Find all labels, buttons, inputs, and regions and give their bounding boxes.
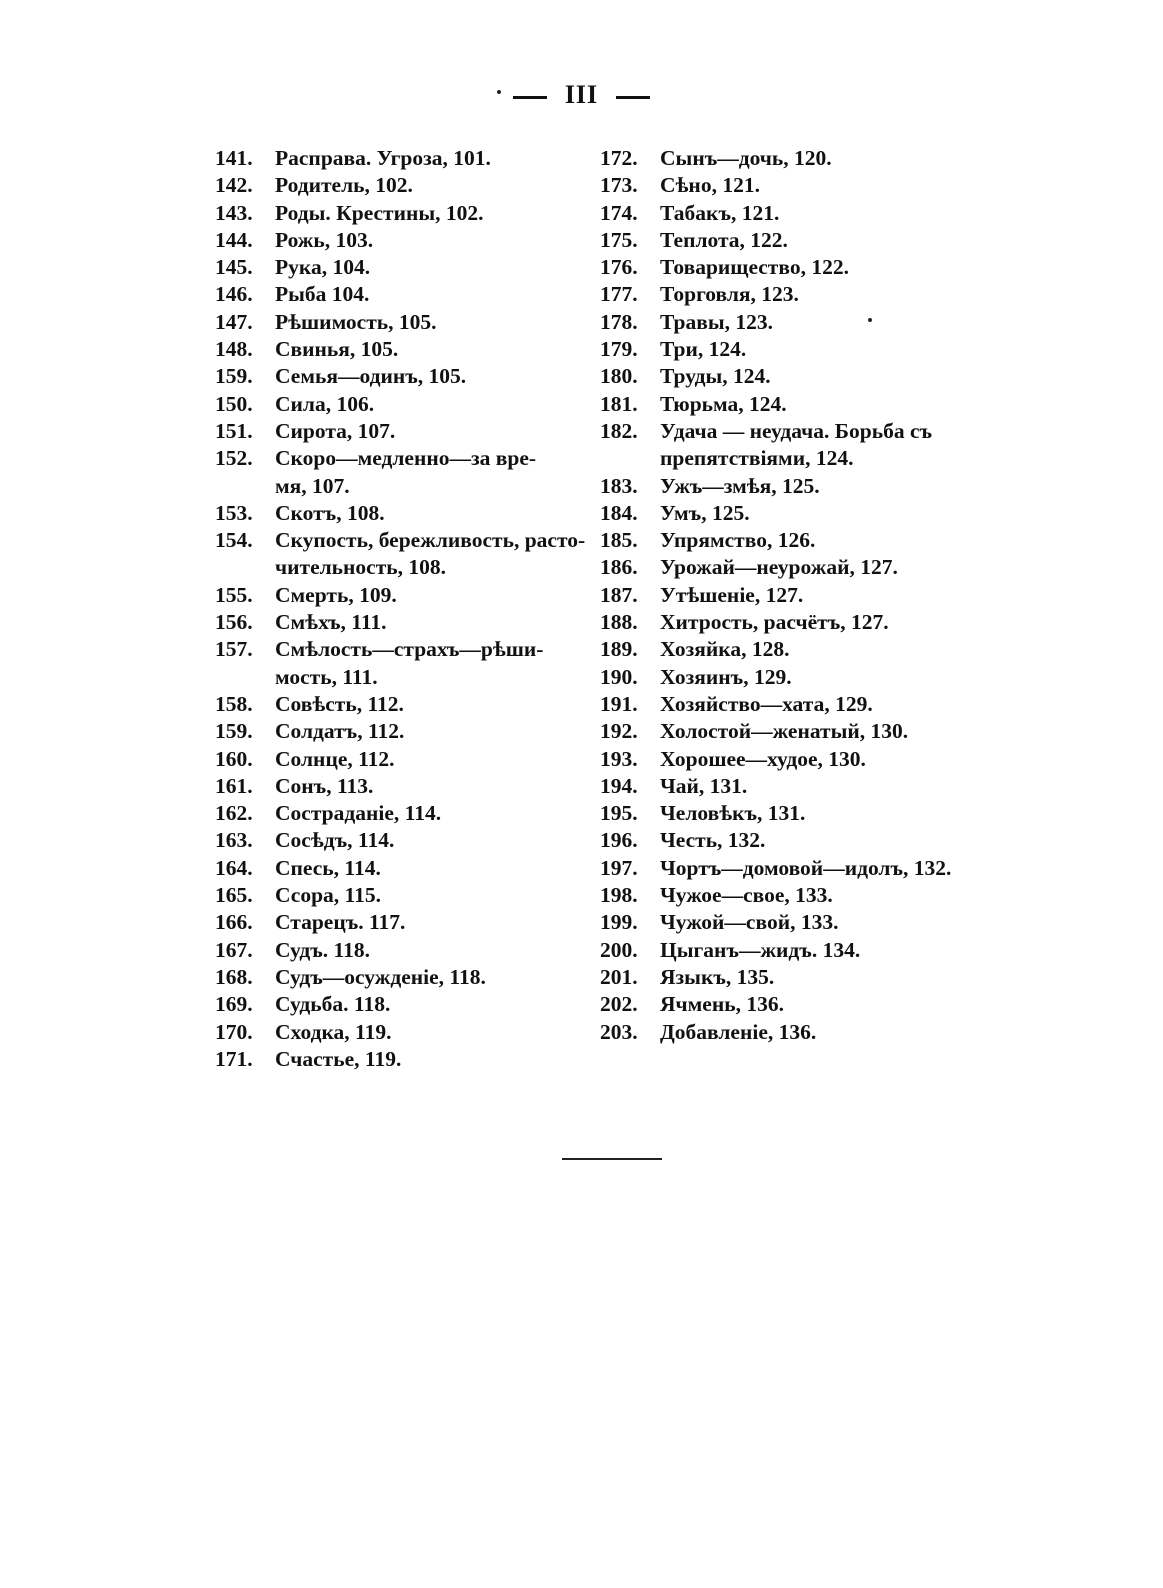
entry-number: 176. (600, 255, 638, 280)
index-entry (600, 336, 1000, 363)
index-entry (215, 964, 595, 991)
entry-number: 153. (215, 500, 253, 525)
index-entry (215, 827, 595, 854)
entry-number: 188. (600, 610, 638, 635)
index-entry (600, 500, 1000, 527)
index-entry (215, 418, 595, 445)
entry-text: Солдатъ, 112. (275, 719, 405, 744)
entry-number: 155. (215, 582, 253, 607)
index-entry (215, 636, 595, 663)
entry-number: 171. (215, 1046, 253, 1071)
entry-number: 166. (215, 910, 253, 935)
index-entry (215, 909, 595, 936)
entry-text: Хозяинъ, 129. (660, 664, 792, 689)
page-header (0, 80, 1163, 110)
index-entry (600, 718, 1000, 745)
entry-text: Судъ. 118. (275, 937, 370, 962)
entry-text: Чужое—свое, 133. (660, 883, 833, 908)
entry-number: 143. (215, 200, 253, 225)
entry-text: Холостой—женатый, 130. (660, 719, 909, 744)
index-entry (215, 527, 595, 554)
entry-text: Солнце, 112. (275, 746, 395, 771)
index-entry (600, 855, 1000, 882)
index-entry (215, 445, 595, 472)
index-entry (215, 200, 595, 227)
index-entry (215, 1046, 595, 1073)
index-entry (215, 363, 595, 390)
index-entry (215, 281, 595, 308)
entry-number: 163. (215, 828, 253, 853)
index-entry (215, 991, 595, 1018)
index-entry (600, 827, 1000, 854)
index-entry (600, 773, 1000, 800)
entry-text: препятствіями, 124. (660, 446, 854, 471)
index-entry (600, 636, 1000, 663)
entry-number: 187. (600, 582, 638, 607)
entry-text: Ужъ—змѣя, 125. (660, 473, 820, 498)
entry-number: 201. (600, 964, 638, 989)
entry-number: 178. (600, 309, 638, 334)
index-entry (215, 473, 595, 500)
entry-number: 145. (215, 255, 253, 280)
index-entry (600, 691, 1000, 718)
index-entry (600, 609, 1000, 636)
entry-text: мя, 107. (275, 473, 350, 498)
entry-text: Совѣсть, 112. (275, 691, 404, 716)
index-entry (215, 500, 595, 527)
entry-text: Роды. Крестины, 102. (275, 200, 484, 225)
entry-number (215, 473, 275, 500)
entry-text: Состраданіе, 114. (275, 801, 442, 826)
index-entry (215, 1019, 595, 1046)
index-entry (600, 227, 1000, 254)
index-entry (215, 172, 595, 199)
entry-text: Смѣлость—страхъ—рѣши- (275, 637, 544, 662)
entry-text: Семья—одинъ, 105. (275, 364, 467, 389)
entry-text: Счастье, 119. (275, 1046, 402, 1071)
index-entry (215, 554, 595, 581)
entry-number: 159. (215, 719, 253, 744)
entry-number (215, 554, 275, 581)
index-entry (215, 746, 595, 773)
entry-number: 162. (215, 801, 253, 826)
entry-text: Хозяйство—хата, 129. (660, 691, 873, 716)
entry-text: Травы, 123. (660, 309, 774, 334)
entry-text: Скоро—медленно—за вре- (275, 446, 537, 471)
index-entry (600, 800, 1000, 827)
header-left-dash (513, 96, 547, 99)
entry-number: 141. (215, 146, 253, 170)
entry-number: 156. (215, 610, 253, 635)
index-entry (600, 418, 1000, 445)
entry-text: Спесь, 114. (275, 855, 381, 880)
entry-text: Товарищество, 122. (660, 255, 849, 280)
entry-number: 150. (215, 391, 253, 416)
index-entry (215, 254, 595, 281)
entry-number: 170. (215, 1019, 253, 1044)
entry-text: Рыба 104. (275, 282, 370, 307)
index-entry (215, 882, 595, 909)
entry-number: 169. (215, 992, 253, 1017)
entry-text: Табакъ, 121. (660, 200, 780, 225)
entry-number: 164. (215, 855, 253, 880)
entry-text: Рожь, 103. (275, 227, 374, 252)
entry-number: 185. (600, 528, 638, 553)
index-entry (600, 909, 1000, 936)
entry-text: Сонъ, 113. (275, 773, 374, 798)
index-entry (600, 200, 1000, 227)
entry-text: Чортъ—домовой—идолъ, 132. (660, 855, 952, 880)
index-entry (215, 800, 595, 827)
entry-text: Судъ—осужденіе, 118. (275, 964, 486, 989)
entry-text: Сила, 106. (275, 391, 375, 416)
index-entry (600, 964, 1000, 991)
entry-text: чительность, 108. (275, 555, 447, 580)
right-column (600, 145, 1000, 1046)
entry-number: 190. (600, 664, 638, 689)
closing-rule (562, 1158, 662, 1160)
index-entry (600, 554, 1000, 581)
entry-text: Умъ, 125. (660, 500, 750, 525)
print-speck (497, 90, 501, 94)
index-entry (600, 937, 1000, 964)
entry-text: Человѣкъ, 131. (660, 801, 806, 826)
entry-number: 203. (600, 1019, 638, 1044)
entry-number: 154. (215, 528, 253, 553)
index-entry (600, 473, 1000, 500)
entry-number: 180. (600, 364, 638, 389)
entry-text: Старецъ. 117. (275, 910, 406, 935)
entry-number: 189. (600, 637, 638, 662)
header-right-dash (616, 96, 650, 99)
index-entry (600, 527, 1000, 554)
entry-number: 181. (600, 391, 638, 416)
index-entry (215, 937, 595, 964)
index-entry (600, 172, 1000, 199)
entry-text: Сходка, 119. (275, 1019, 392, 1044)
entry-text: Добавленіе, 136. (660, 1019, 817, 1044)
entry-text: Чужой—свой, 133. (660, 910, 839, 935)
index-entry (600, 391, 1000, 418)
entry-text: мость, 111. (275, 664, 378, 689)
index-entry (215, 145, 595, 172)
index-entry (215, 664, 595, 691)
entry-text: Скупость, бережливость, расто- (275, 528, 586, 553)
index-entry (600, 254, 1000, 281)
entry-number: 194. (600, 773, 638, 798)
entry-number: 168. (215, 964, 253, 989)
entry-number: 183. (600, 473, 638, 498)
index-entry (600, 1019, 1000, 1046)
entry-number: 160. (215, 746, 253, 771)
entry-text: Сынъ—дочь, 120. (660, 146, 832, 170)
entry-text: Смѣхъ, 111. (275, 610, 387, 635)
entry-number: 167. (215, 937, 253, 962)
index-entry (215, 227, 595, 254)
entry-text: Скотъ, 108. (275, 500, 385, 525)
index-entry (215, 773, 595, 800)
entry-number (600, 445, 660, 472)
index-entry (600, 746, 1000, 773)
entry-number: 147. (215, 309, 253, 334)
index-entry (600, 145, 1000, 172)
entry-number: 146. (215, 282, 253, 307)
index-entry (215, 718, 595, 745)
entry-text: Торговля, 123. (660, 282, 799, 307)
entry-text: Урожай—неурожай, 127. (660, 555, 898, 580)
entry-number: 198. (600, 883, 638, 908)
index-entry (600, 445, 1000, 472)
entry-text: Тюрьма, 124. (660, 391, 787, 416)
index-entry (600, 991, 1000, 1018)
entry-number: 196. (600, 828, 638, 853)
entry-number: 197. (600, 855, 638, 880)
entry-text: Честь, 132. (660, 828, 766, 853)
entry-number (215, 664, 275, 691)
entry-number: 142. (215, 173, 253, 198)
entry-number: 157. (215, 637, 253, 662)
left-column (215, 145, 595, 1073)
entry-number: 144. (215, 227, 253, 252)
entry-number: 151. (215, 418, 253, 443)
entry-text: Хозяйка, 128. (660, 637, 790, 662)
print-speck (868, 318, 872, 322)
entry-number: 158. (215, 691, 253, 716)
index-entry (600, 664, 1000, 691)
entry-text: Ячмень, 136. (660, 992, 784, 1017)
entry-number: 200. (600, 937, 638, 962)
entry-number: 161. (215, 773, 253, 798)
entry-number: 177. (600, 282, 638, 307)
entry-number: 179. (600, 337, 638, 362)
index-entry (600, 582, 1000, 609)
entry-text: Рѣшимость, 105. (275, 309, 437, 334)
index-entry (215, 855, 595, 882)
index-entry (215, 691, 595, 718)
entry-text: Судьба. 118. (275, 992, 391, 1017)
entry-text: Упрямство, 126. (660, 528, 816, 553)
entry-text: Цыганъ—жидъ. 134. (660, 937, 861, 962)
entry-number: 182. (600, 418, 638, 443)
index-entry (215, 609, 595, 636)
entry-text: Расправа. Угроза, 101. (275, 146, 491, 170)
entry-number: 174. (600, 200, 638, 225)
entry-number: 173. (600, 173, 638, 198)
entry-number: 184. (600, 500, 638, 525)
index-entry (215, 336, 595, 363)
index-entry (600, 309, 1000, 336)
entry-number: 193. (600, 746, 638, 771)
entry-text: Языкъ, 135. (660, 964, 775, 989)
entry-text: Удача — неудача. Борьба съ (660, 418, 933, 443)
entry-text: Смерть, 109. (275, 582, 397, 607)
entry-text: Рука, 104. (275, 255, 371, 280)
entry-text: Три, 124. (660, 337, 747, 362)
entry-text: Сосѣдъ, 114. (275, 828, 395, 853)
index-entry (600, 882, 1000, 909)
entry-number: 202. (600, 992, 638, 1017)
entry-number: 172. (600, 146, 638, 170)
entry-text: Утѣшеніе, 127. (660, 582, 804, 607)
entry-text: Сѣно, 121. (660, 173, 760, 198)
entry-text: Хорошее—худое, 130. (660, 746, 866, 771)
entry-text: Сирота, 107. (275, 418, 396, 443)
entry-number: 165. (215, 883, 253, 908)
entry-number: 191. (600, 691, 638, 716)
entry-number: 159. (215, 364, 253, 389)
entry-text: Чай, 131. (660, 773, 748, 798)
entry-number: 195. (600, 801, 638, 826)
entry-number: 152. (215, 446, 253, 471)
entry-number: 192. (600, 719, 638, 744)
entry-text: Родитель, 102. (275, 173, 413, 198)
entry-text: Теплота, 122. (660, 227, 788, 252)
entry-number: 148. (215, 337, 253, 362)
index-entry (600, 363, 1000, 390)
entry-number: 186. (600, 555, 638, 580)
index-entry (215, 582, 595, 609)
index-entry (215, 391, 595, 418)
entry-text: Свинья, 105. (275, 337, 399, 362)
index-entry (600, 281, 1000, 308)
entry-text: Труды, 124. (660, 364, 771, 389)
entry-number: 175. (600, 227, 638, 252)
index-entry (215, 309, 595, 336)
page-number: III (564, 80, 599, 109)
entry-text: Ссора, 115. (275, 883, 381, 908)
entry-number: 199. (600, 910, 638, 935)
entry-text: Хитрость, расчётъ, 127. (660, 610, 889, 635)
